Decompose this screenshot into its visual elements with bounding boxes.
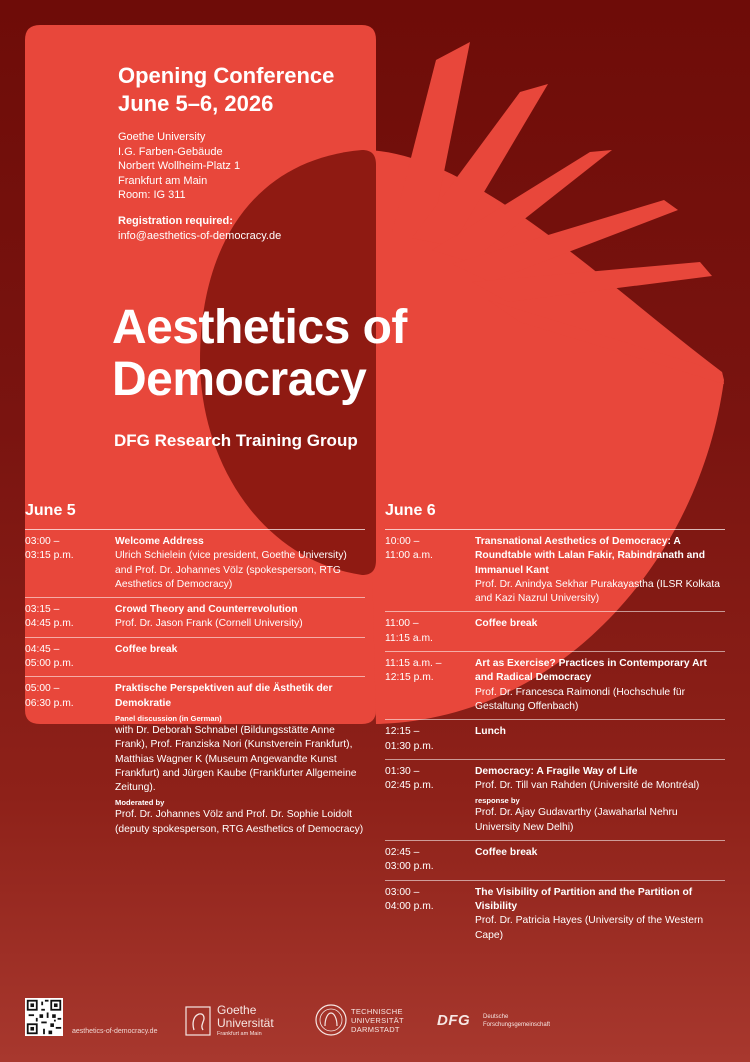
time-end: 01:30 p.m. [385, 740, 434, 752]
time-start: 10:00 – [385, 536, 420, 547]
program-session [385, 841, 725, 881]
session-title: Lunch [475, 726, 506, 738]
goethe-line1: Goethe [217, 1003, 257, 1017]
time-end: 05:00 p.m. [25, 658, 74, 670]
goethe-university-logo [185, 1004, 295, 1038]
website-link[interactable]: aesthetics-of-democracy.de [72, 1028, 158, 1035]
time-start: 03:15 – [25, 604, 60, 616]
time-end: 11:00 a.m. [385, 550, 433, 562]
time-start: 04:45 – [25, 643, 60, 655]
qr-code-icon[interactable] [25, 998, 63, 1036]
venue-address [118, 130, 240, 203]
program-session [385, 720, 725, 760]
session-time [385, 617, 475, 646]
session-time [385, 886, 475, 943]
session-speakers: with Dr. Deborah Schnabel (Bildungsstätte Anne Frank), Prof. Franziska Nori (Kunstverein Frankfurt), Matthias Wagner K (Museum Angewandte Kunst Frankfurt) and Jürgen Kaube (Frankfurter Allgemeine Zeitung). [115, 724, 357, 794]
session-title: Coffee break [475, 618, 538, 630]
session-title: Coffee break [475, 847, 538, 859]
day-heading: June 6 [385, 502, 725, 530]
program-session [385, 881, 725, 948]
session-note: response by [475, 796, 520, 806]
time-end: 04:00 p.m. [385, 900, 434, 912]
conference-heading [118, 62, 334, 118]
session-time [385, 765, 475, 835]
venue-line: Room: IG 311 [118, 189, 186, 201]
footer [25, 998, 725, 1038]
dfg-line1: Deutsche [483, 1014, 509, 1020]
program-day-2 [385, 502, 725, 948]
time-start: 11:00 – [385, 618, 419, 630]
time-end: 03:15 p.m. [25, 550, 74, 562]
time-end: 04:45 p.m. [25, 618, 74, 630]
session-time [385, 846, 475, 875]
program-session [25, 598, 365, 638]
session-note: Panel discussion (in German) [115, 713, 222, 723]
main-title-line: Aesthetics of [112, 301, 407, 354]
program-session [385, 612, 725, 652]
session-speakers: Prof. Dr. Jason Frank (Cornell University) [115, 618, 303, 630]
goethe-line2: Universität [217, 1016, 274, 1030]
session-title: Praktische Perspektiven auf die Ästhetik der Demokratie [115, 683, 333, 709]
subtitle: DFG Research Training Group [114, 431, 358, 450]
session-speakers: Prof. Dr. Johannes Völz and Prof. Dr. Sophie Loidolt (deputy spokesperson, RTG Aesthetics of Democracy) [115, 809, 364, 835]
program-session [25, 638, 365, 678]
day-heading: June 5 [25, 502, 365, 530]
session-speakers: Ulrich Schielein (vice president, Goethe University) and Prof. Dr. Johannes Völz (spokesperson, RTG Aesthetics of Democracy) [115, 550, 347, 590]
dfg-mark: DFG [437, 1012, 471, 1029]
program-session [25, 677, 365, 842]
session-speakers: Prof. Dr. Patricia Hayes (University of the Western Cape) [475, 915, 704, 941]
session-title: Democracy: A Fragile Way of Life [475, 765, 638, 777]
time-start: 12:15 – [385, 726, 420, 738]
program-day-1 [25, 502, 365, 842]
registration-label: Registration required: [118, 215, 233, 227]
session-time [25, 682, 115, 837]
session-note: Moderated by [115, 798, 165, 808]
tu-line3: DARMSTADT [351, 1025, 400, 1034]
session-title: Welcome Address [115, 536, 204, 547]
session-speakers: Prof. Dr. Francesca Raimondi (Hochschule für Gestaltung Offenbach) [475, 686, 686, 712]
registration-email[interactable]: info@aesthetics-of-democracy.de [118, 229, 282, 242]
program-session [385, 760, 725, 841]
goethe-line3: Frankfurt am Main [217, 1031, 262, 1037]
session-title: Crowd Theory and Counterrevolution [115, 604, 298, 616]
session-time [385, 657, 475, 714]
venue-line: I.G. Farben-Gebäude [118, 145, 223, 158]
time-start: 11:15 a.m. – [385, 658, 442, 670]
session-time [25, 603, 115, 632]
session-time [25, 535, 115, 592]
conference-dates: June 5–6, 2026 [118, 91, 274, 116]
session-speakers: Prof. Dr. Till van Rahden (Université de Montréal) [475, 780, 700, 792]
main-title-line: Democracy [112, 353, 367, 406]
session-time [25, 643, 115, 672]
time-start: 03:00 – [25, 536, 60, 547]
session-speakers: Prof. Dr. Anindya Sekhar Purakayastha (ILSR Kolkata and Kazi Nazrul University) [475, 578, 720, 605]
session-title: Coffee break [115, 643, 178, 655]
main-title [112, 302, 407, 406]
time-end: 11:15 a.m. [385, 632, 433, 644]
session-speakers: Prof. Dr. Ajay Gudavarthy (Jawaharlal Nehru University New Delhi) [475, 807, 678, 833]
session-title: Art as Exercise? Practices in Contemporary Art and Radical Democracy [475, 658, 707, 684]
time-end: 06:30 p.m. [25, 697, 74, 709]
registration-block [118, 214, 281, 243]
time-start: 02:45 – [385, 847, 420, 859]
time-start: 05:00 – [25, 683, 60, 695]
program-session [25, 530, 365, 598]
time-start: 01:30 – [385, 765, 420, 777]
goethe-portrait-icon [185, 1006, 211, 1036]
time-start: 03:00 – [385, 886, 420, 898]
venue-line: Goethe University [118, 131, 206, 143]
dfg-logo [437, 1010, 587, 1034]
session-time [385, 725, 475, 754]
tu-darmstadt-logo [315, 1004, 415, 1038]
time-end: 03:00 p.m. [385, 861, 434, 873]
program-session [385, 652, 725, 720]
dfg-line2: Forschungsgemeinschaft [483, 1022, 551, 1028]
tu-seal-icon [315, 1004, 347, 1036]
venue-line: Norbert Wollheim-Platz 1 [118, 160, 241, 172]
tu-line2: UNIVERSITÄT [351, 1016, 404, 1025]
time-end: 02:45 p.m. [385, 780, 434, 792]
time-end: 12:15 p.m. [385, 672, 434, 684]
program-session [385, 530, 725, 612]
conference-name: Opening Conference [118, 63, 335, 88]
session-time [385, 535, 475, 606]
tu-line1: TECHNISCHE [351, 1007, 403, 1016]
session-title: The Visibility of Partition and the Partition of Visibility [475, 886, 693, 912]
session-title: Transnational Aesthetics of Democracy: A Roundtable with Lalan Fakir, Rabindranath and Immanuel Kant [475, 536, 705, 576]
venue-line: Frankfurt am Main [118, 174, 208, 187]
